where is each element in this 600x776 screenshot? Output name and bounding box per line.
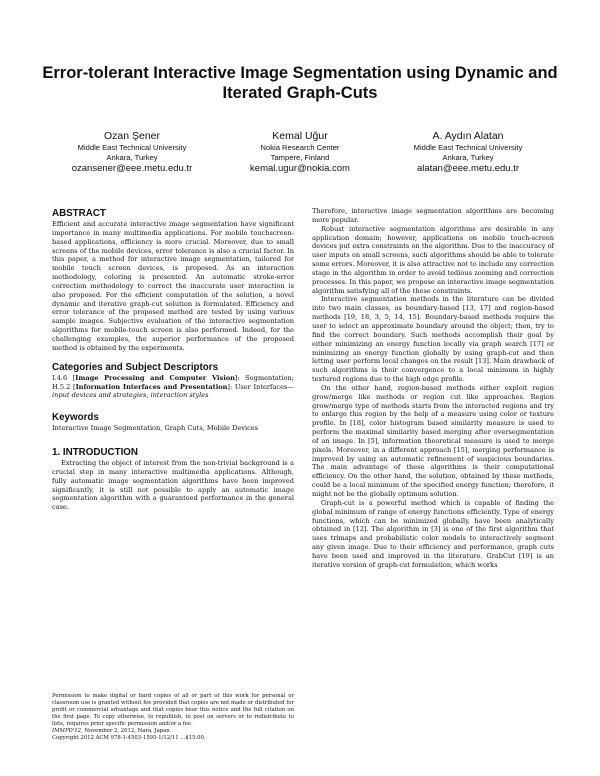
- author-3: [384, 130, 552, 175]
- author-2: [216, 130, 384, 175]
- abstract-text: Efficient and accurate interactive image segmentation have significant importance in many multimedia applications. For mobile touchscreen-based applications, efficiency is more crucial. Moreover, due to small screens of the mobile devices, error tolerance is also a crucial factor. In this paper, a method for interactive image segmentation, tailored for mobile touch screen devices, is proposed. As an interaction methodology, coloring is presented. An automatic stroke-error correction methodology to correct the inaccurate user interaction is also proposed. For the efficient computation of the solution, a novel dynamic and iterative graph-cut solution is formulated. Efficiency and error tolerance of the proposed method are tested by using various sample images. Subjective evaluation of the interactive segmentation algorithms for mobile-touch screen is also performed. Indeed, for the challenging examples, the superior performance of the proposed method is obtained by the experiments.: [52, 220, 294, 352]
- author-name: A. Aydın Alatan: [432, 130, 504, 142]
- categories-heading: Categories and Subject Descriptors: [52, 361, 219, 373]
- author-location: Tampere, Finland: [270, 153, 330, 162]
- keywords-heading: Keywords: [52, 412, 99, 424]
- permission-text: Permission to make digital or hard copies of all or part of this work for personal or classroom use is granted without fee provided that copies are not made or distributed for profit or commercial advantage and that copies bear this notice and the full citation on the first page. To copy otherwise, to republish, to post on servers or to redistribute to lists, requires prior specific permission and/or a fee.: [52, 693, 294, 727]
- body-paragraph: Therefore, interactive image segmentation algorithms are becoming more popular.: [312, 207, 554, 224]
- author-location: Ankara, Turkey: [442, 153, 494, 162]
- author-name: Ozan Şener: [103, 130, 161, 142]
- author-location: Ankara, Turkey: [106, 153, 158, 162]
- author-email: alatan@eee.metu.edu.tr: [416, 163, 520, 174]
- author-affiliation: Middle East Technical University: [413, 143, 523, 152]
- left-column: [52, 207, 294, 512]
- author-email: ozansener@eee.metu.edu.tr: [71, 163, 193, 174]
- body-paragraph: Graph-cut is a powerful method which is capable of finding the global minimum of range of energy functions efficiently. Type of energy functions, which can be minimized globally, have been analytically obtained in [12]. The algorithm in [3] is one of the first algorithm that uses trimaps and probabilistic color models to interactively segment any given image. Due to their efficiency and performance, graph cuts have been used and improved in the literature. GrabCut [19] is an iterative version of graph-cut formulation, which works: [312, 498, 554, 569]
- author-name: Kemal Uğur: [272, 130, 328, 142]
- abstract-heading: ABSTRACT: [52, 208, 106, 219]
- author-block: [48, 130, 552, 175]
- body-paragraph: On the other hand, region-based methods either exploit region grow/merge like methods or region cut like approaches. Region grow/merge type of methods starts from the interacted regions and try to enlarge this region by the help of a measure using color or texture profile. In [18], color histogram based similarity measure is used to perform the maximal similarity based merging after oversegmentation of an image. In [5], information theoretical measure is used to merge pixels. Moreover, in a different approach [15], merging performance is improved by using an automatic refinement of suspicious boundaries. The main advantage of these algorithms is their computational efficiency. On the other hand, the solution, obtained by these methods, could be a local minimum of the specified energy function; therefore, it might not be the globally optimum solution.: [312, 383, 554, 498]
- body-paragraph: Interactive segmentation methods in the literature can be divided into two main classes, as boundary-based [13, 17] and region-based methods [19, 18, 3, 5, 14, 15]. Boundary-based methods require the user to select an approximate boundary around the object; then, try to find the correct boundary. Such methods accomplish their goal by either minimizing an energy function locally via graph search [17] or minimizing an energy function globally by using graph-cut and then letting user perform local changes on the result [13]. Main drawback of such algorithms is their convergence to a local minimum in highly textured regions due to the high edge profile.: [312, 295, 554, 384]
- introduction-text: Extracting the object of interest from the non-trivial background is a crucial step in many interactive multimedia applications. Although, fully automatic image segmentation algorithms have been improved significantly, it is still not possible to apply an automatic image segmentation algorithm with a guaranteed performance in the general case.: [52, 459, 294, 512]
- copyright-line: Copyright 2012 ACM 978-1-4503-1595-1/12/11 ...$15.00.: [52, 734, 206, 741]
- author-1: [48, 130, 216, 175]
- body-paragraph: Robust interactive segmentation algorithms are desirable in any application domain; however, applications on mobile touch-screen devices put extra constraints on the algorithm. Due to the inaccuracy of user inputs on small screens, such algorithms should be able to tolerate some errors. Moreover, it is also attractive not to include any correction stage in the algorithm in order to avoid tedious zooming and correction processes. In this paper, we propose an interactive image segmentation algorithm satisfying all of the these constraints.: [312, 224, 554, 295]
- introduction-heading: 1. INTRODUCTION: [52, 447, 138, 459]
- keywords-text: Interactive Image Segmentation, Graph Cuts, Mobile Devices: [52, 424, 259, 433]
- permission-notice: [52, 693, 294, 742]
- conference-info: IMMPD'12, November 2, 2012, Nara, Japan.: [52, 727, 172, 734]
- author-email: kemal.ugur@nokia.com: [250, 163, 350, 174]
- paper-title: Error-tolerant Interactive Image Segmentation using Dynamic and Iterated Graph-Cuts: [42, 64, 558, 102]
- categories-text: I.4.6 [Image Processing and Computer Vision]: Segmentation; H.5.2 [Information Interfaces and Presentation]: User Interfaces—input devices and strategies, interaction styles: [52, 373, 294, 400]
- author-affiliation: Middle East Technical University: [77, 143, 187, 152]
- right-column: [312, 207, 554, 570]
- author-affiliation: Nokia Research Center: [260, 143, 340, 152]
